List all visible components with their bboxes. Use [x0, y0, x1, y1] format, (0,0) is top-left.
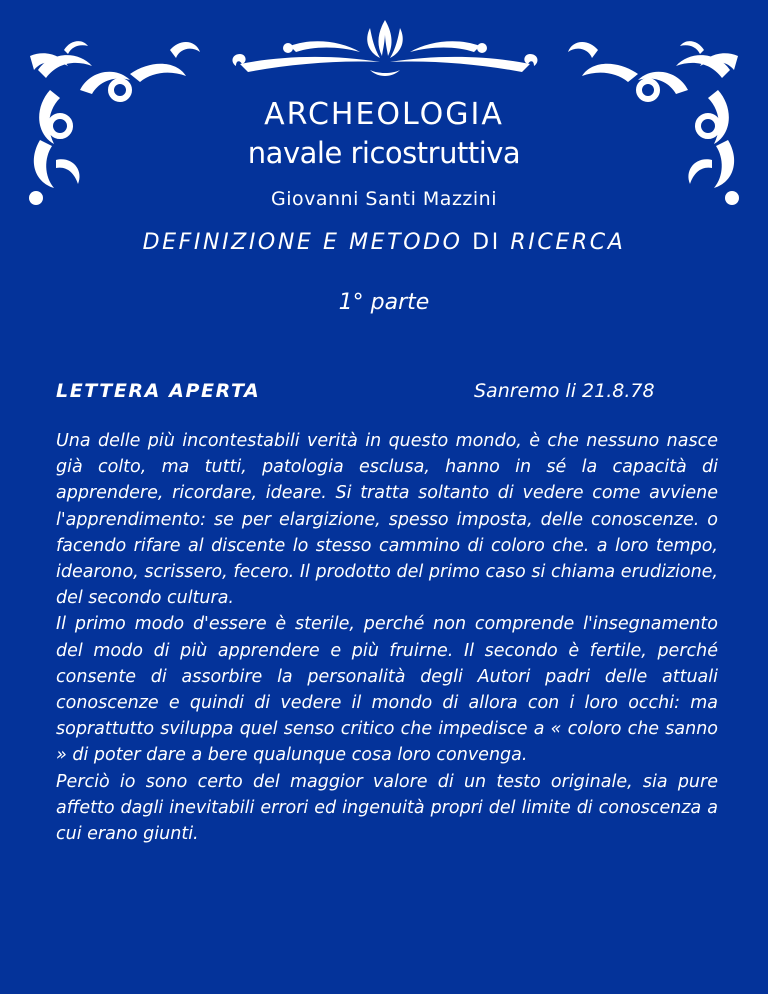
paragraph: Una delle più incontestabili verità in questo mondo, è che nessuno nasce già colto, ma tutti, patologia esclusa, hanno in sé la capacità di apprendere, ricordare, ideare. Si tratta soltanto di vedere come avviene l'apprendimento: se per elargizione, spesso imposta, delle conoscenze. o facendo rifare al discente lo stesso cammino di coloro che. a loro tempo, idearono, scrissero, fecero. Il prodotto del primo caso si chiama erudizione, del secondo cultura. [56, 431, 718, 609]
part-label: 1° parte [338, 290, 430, 315]
heading-part-end: RICERCA [510, 230, 626, 255]
letter-date: Sanremo li 21.8.78 [474, 380, 655, 402]
letter-body [56, 428, 718, 847]
paragraph: Perciò io sono certo del maggior valore di un testo originale, sia pure affetto dagli inevitabili errori ed ingenuità propri del limite di conoscenza a cui erano giunti. [56, 771, 718, 845]
scroll-ornament-top-icon [230, 18, 540, 84]
paragraph: Il primo modo d'essere è sterile, perché non comprende l'insegnamento del modo di più apprendere e più fruirne. Il secondo è fertile, perché consente di assorbire la personalità degli Autori padri delle attuali conoscenze e quindi di vedere il mondo di allora con i loro occhi: ma soprattutto sviluppa quel senso critico che impedisce a « coloro che sanno » di poter dare a bere qualunque cosa loro convenga. [56, 614, 718, 766]
section-heading [0, 228, 768, 258]
heading-part-italic: DEFINIZIONE E METODO [142, 230, 463, 255]
document-subtitle: navale ricostruttiva [247, 136, 521, 170]
heading-connector: DI [462, 230, 511, 255]
letter-title: LETTERA APERTA [56, 380, 261, 402]
author-name: Giovanni Santi Mazzini [270, 188, 497, 210]
document-title: ARCHEOLOGIA [264, 97, 504, 132]
